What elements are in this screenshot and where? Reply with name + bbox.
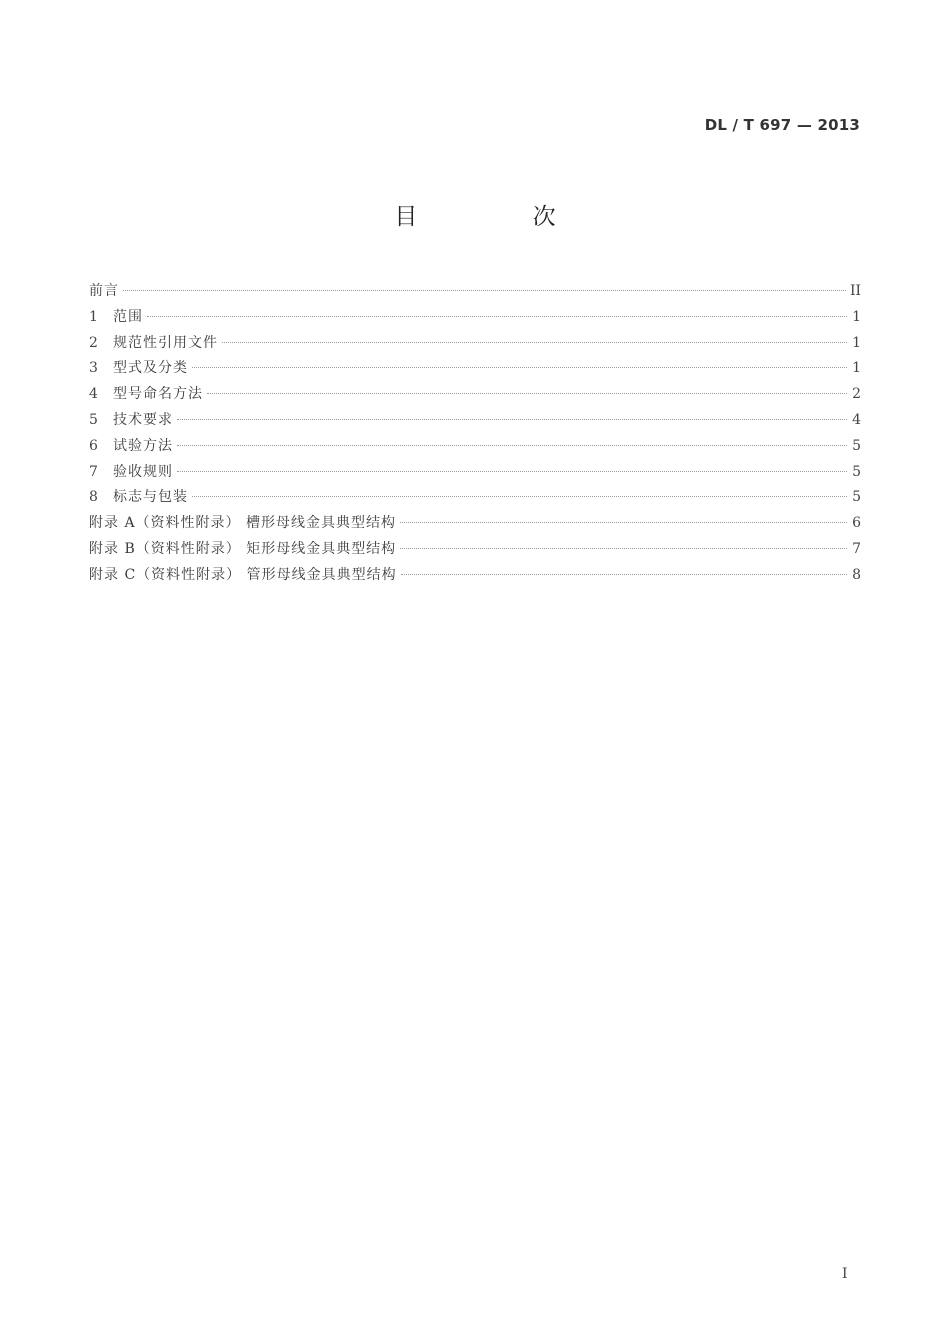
- toc-leader-dots: [147, 316, 847, 317]
- toc-section-number: 1: [89, 308, 98, 325]
- toc-leader-dots: [401, 574, 847, 575]
- toc-entry-appendix-b[interactable]: [89, 538, 861, 564]
- toc-label: 附录 C（资料性附录） 管形母线金具典型结构: [89, 566, 397, 583]
- toc-page-number: 4: [852, 411, 861, 428]
- toc-entry-4[interactable]: [89, 383, 861, 409]
- toc-label: 试验方法: [113, 437, 173, 454]
- toc-label: 附录 A（资料性附录） 槽形母线金具典型结构: [89, 515, 397, 532]
- toc-label: 验收规则: [113, 463, 173, 480]
- toc-label: 型式及分类: [113, 360, 188, 377]
- toc-section-number: 7: [89, 463, 98, 480]
- toc-entry-appendix-a[interactable]: [89, 512, 861, 538]
- toc-section-number: 5: [89, 411, 98, 428]
- toc-page-number: 8: [852, 566, 861, 583]
- toc-section-number: 4: [89, 386, 98, 403]
- toc-section-number: 2: [89, 334, 98, 351]
- toc-label: 附录 B（资料性附录） 矩形母线金具典型结构: [89, 540, 397, 557]
- table-of-contents: [89, 280, 861, 590]
- toc-leader-dots: [123, 290, 846, 291]
- toc-label: 前言: [89, 283, 119, 299]
- toc-page-number: 1: [852, 308, 861, 325]
- toc-page-number: 1: [852, 360, 861, 377]
- toc-leader-dots: [192, 367, 847, 368]
- toc-page-number: 6: [852, 515, 861, 532]
- toc-page-number: 5: [852, 489, 861, 506]
- toc-label: 范围: [113, 308, 143, 325]
- toc-label: 规范性引用文件: [113, 334, 218, 351]
- page-number: I: [842, 1266, 848, 1282]
- page-title: 目 次: [394, 204, 610, 230]
- toc-entry-foreword[interactable]: [89, 280, 861, 306]
- toc-leader-dots: [400, 522, 847, 523]
- toc-label: 标志与包装: [113, 489, 188, 506]
- toc-entry-8[interactable]: [89, 486, 861, 512]
- toc-section-number: 8: [89, 489, 98, 506]
- toc-leader-dots: [177, 471, 847, 472]
- toc-leader-dots: [177, 419, 847, 420]
- toc-leader-dots: [222, 342, 847, 343]
- toc-page-number: 7: [852, 540, 861, 557]
- toc-entry-7[interactable]: [89, 461, 861, 487]
- toc-leader-dots: [192, 496, 847, 497]
- toc-page-number: II: [849, 283, 861, 299]
- toc-leader-dots: [207, 393, 847, 394]
- toc-entry-5[interactable]: [89, 409, 861, 435]
- toc-leader-dots: [177, 445, 847, 446]
- standard-code: DL / T 697 — 2013: [704, 116, 860, 134]
- toc-page-number: 5: [852, 437, 861, 454]
- toc-page-number: 1: [852, 334, 861, 351]
- toc-entry-3[interactable]: [89, 357, 861, 383]
- toc-page-number: 2: [852, 386, 861, 403]
- toc-label: 技术要求: [113, 411, 173, 428]
- toc-leader-dots: [400, 548, 847, 549]
- toc-section-number: 3: [89, 360, 98, 377]
- toc-label: 型号命名方法: [113, 386, 203, 403]
- toc-section-number: 6: [89, 437, 98, 454]
- toc-entry-1[interactable]: [89, 306, 861, 332]
- toc-entry-appendix-c[interactable]: [89, 564, 861, 590]
- toc-entry-6[interactable]: [89, 435, 861, 461]
- toc-page-number: 5: [852, 463, 861, 480]
- toc-entry-2[interactable]: [89, 332, 861, 358]
